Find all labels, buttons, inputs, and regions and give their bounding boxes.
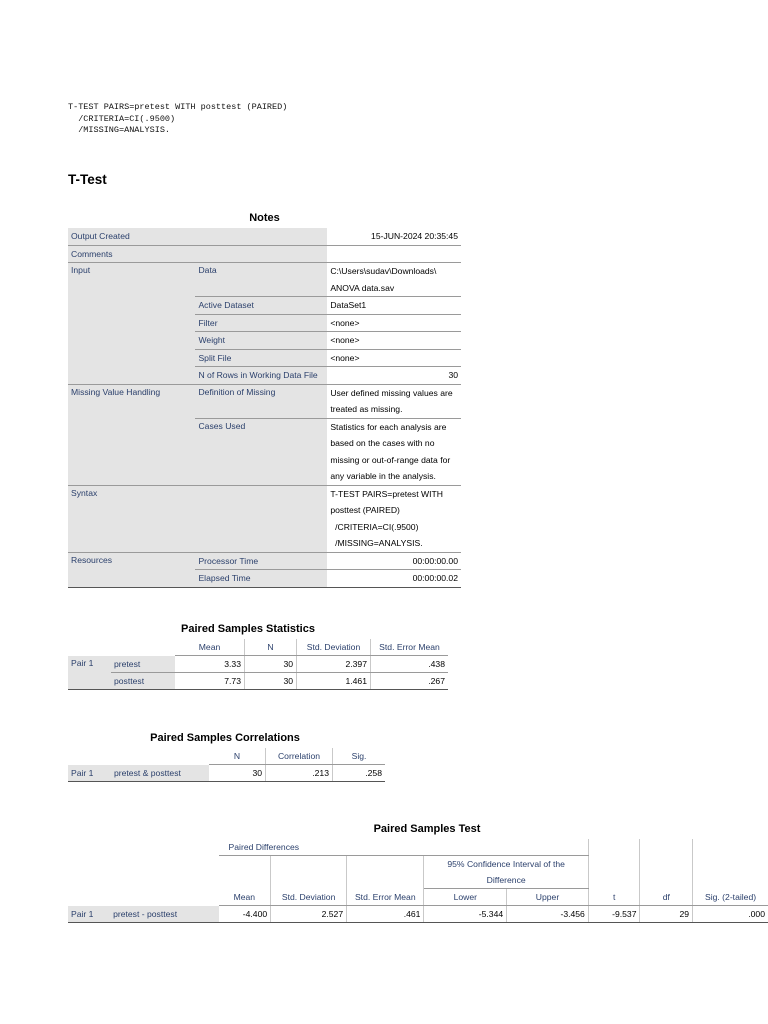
cell-sig: .000 [693,906,768,923]
input-label: Input [68,263,195,385]
cases-used-value: Statistics for each analysis are based on the cases with no missing or out-of-range data for any variable in the analysis. [327,418,461,485]
syntax-line: /MISSING=ANALYSIS. [68,125,171,135]
cases-used-label: Cases Used [195,418,327,485]
n-rows-value: 30 [327,367,461,385]
notes-title: Notes [249,212,280,224]
cell-sd: 2.397 [297,656,371,673]
cell-upper: -3.456 [507,906,589,923]
syntax-value [327,485,461,552]
syntax-line: T-TEST PAIRS=pretest WITH posttest (PAIRED) [68,102,288,112]
cell-se: .438 [371,656,449,673]
col-header-sig-2-tailed: Sig. (2-tailed) [693,889,768,906]
syntax-value-line: /MISSING=ANALYSIS. [330,538,423,548]
table-row [68,656,448,673]
cell-se: .461 [347,906,424,923]
cell-mean: 7.73 [175,673,245,690]
ci-header: 95% Confidence Interval of the [424,856,588,873]
cell-sig: .258 [333,765,386,782]
col-header-mean: Mean [175,639,245,656]
syntax-value-line: T-TEST PAIRS=pretest WITH [330,488,443,499]
pair-label: Pair 1 [68,656,111,690]
definition-value: User defined missing values are treated as missing. [327,384,461,418]
data-value-text: C:\Users\sudav\Downloads\ ANOVA data.sav [330,266,437,293]
active-dataset-value: DataSet1 [327,297,461,315]
paired-corr-title: Paired Samples Correlations [150,732,300,744]
table-row [68,765,385,782]
col-header-t: t [588,889,640,906]
cell-correlation: .213 [266,765,333,782]
cell-se: .267 [371,673,449,690]
col-header-std-deviation: Std. Deviation [297,639,371,656]
cell-df: 29 [640,906,693,923]
output-created-label: Output Created [68,228,327,245]
col-header-upper: Upper [507,889,589,906]
col-header-std-error-mean: Std. Error Mean [347,889,424,906]
split-file-label: Split File [195,349,327,367]
n-rows-label: N of Rows in Working Data File [195,367,327,385]
comments-label: Comments [68,245,327,263]
data-value [327,263,461,297]
col-header-n: N [209,748,266,765]
cell-lower: -5.344 [424,906,507,923]
paired-corr-table [68,748,385,782]
row-label: pretest - posttest [110,906,218,923]
col-header-mean: Mean [219,889,271,906]
active-dataset-label: Active Dataset [195,297,327,315]
cell-sd: 1.461 [297,673,371,690]
paired-test-title: Paired Samples Test [373,823,481,835]
cell-n: 30 [209,765,266,782]
pair-label: Pair 1 [68,906,110,923]
row-label: pretest [111,656,175,673]
paired-stats-title: Paired Samples Statistics [181,623,315,635]
elapsed-time-value: 00:00:00.02 [327,570,461,588]
split-file-value: <none> [327,349,461,367]
table-row [68,906,768,923]
col-header-lower: Lower [424,889,507,906]
paired-differences-header: Paired Differences [219,839,589,856]
processor-time-label: Processor Time [195,552,327,570]
table-row [68,673,448,690]
cell-n: 30 [245,673,297,690]
syntax-value-line: /CRITERIA=CI(.9500) [330,521,419,532]
row-label: pretest & posttest [111,765,209,782]
cell-n: 30 [245,656,297,673]
col-header-sig: Sig. [333,748,386,765]
paired-stats-table [68,639,448,690]
filter-label: Filter [195,314,327,332]
notes-table [68,228,461,588]
paired-test-table [68,839,768,923]
syntax-value-line: posttest (PAIRED) [330,505,400,515]
syntax-block [68,102,287,137]
col-header-df: df [640,889,693,906]
cell-sd: 2.527 [271,906,347,923]
col-header-correlation: Correlation [266,748,333,765]
col-header-std-error-mean: Std. Error Mean [371,639,449,656]
output-created-value: 15-JUN-2024 20:35:45 [327,228,461,245]
elapsed-time-label: Elapsed Time [195,570,327,588]
filter-value: <none> [327,314,461,332]
cell-t: -9.537 [588,906,640,923]
missing-value-label: Missing Value Handling [68,384,195,485]
cell-mean: -4.400 [219,906,271,923]
col-header-n: N [245,639,297,656]
weight-value: <none> [327,332,461,350]
resources-label: Resources [68,552,195,587]
ci-header-difference: Difference [424,872,588,889]
ttest-heading: T-Test [68,172,107,187]
data-label: Data [195,263,327,297]
definition-label: Definition of Missing [195,384,327,418]
weight-label: Weight [195,332,327,350]
cell-mean: 3.33 [175,656,245,673]
syntax-label: Syntax [68,485,327,552]
pair-label: Pair 1 [68,765,111,782]
row-label: posttest [111,673,175,690]
processor-time-value: 00:00:00.00 [327,552,461,570]
col-header-std-deviation: Std. Deviation [271,889,347,906]
syntax-line: /CRITERIA=CI(.9500) [68,113,176,124]
